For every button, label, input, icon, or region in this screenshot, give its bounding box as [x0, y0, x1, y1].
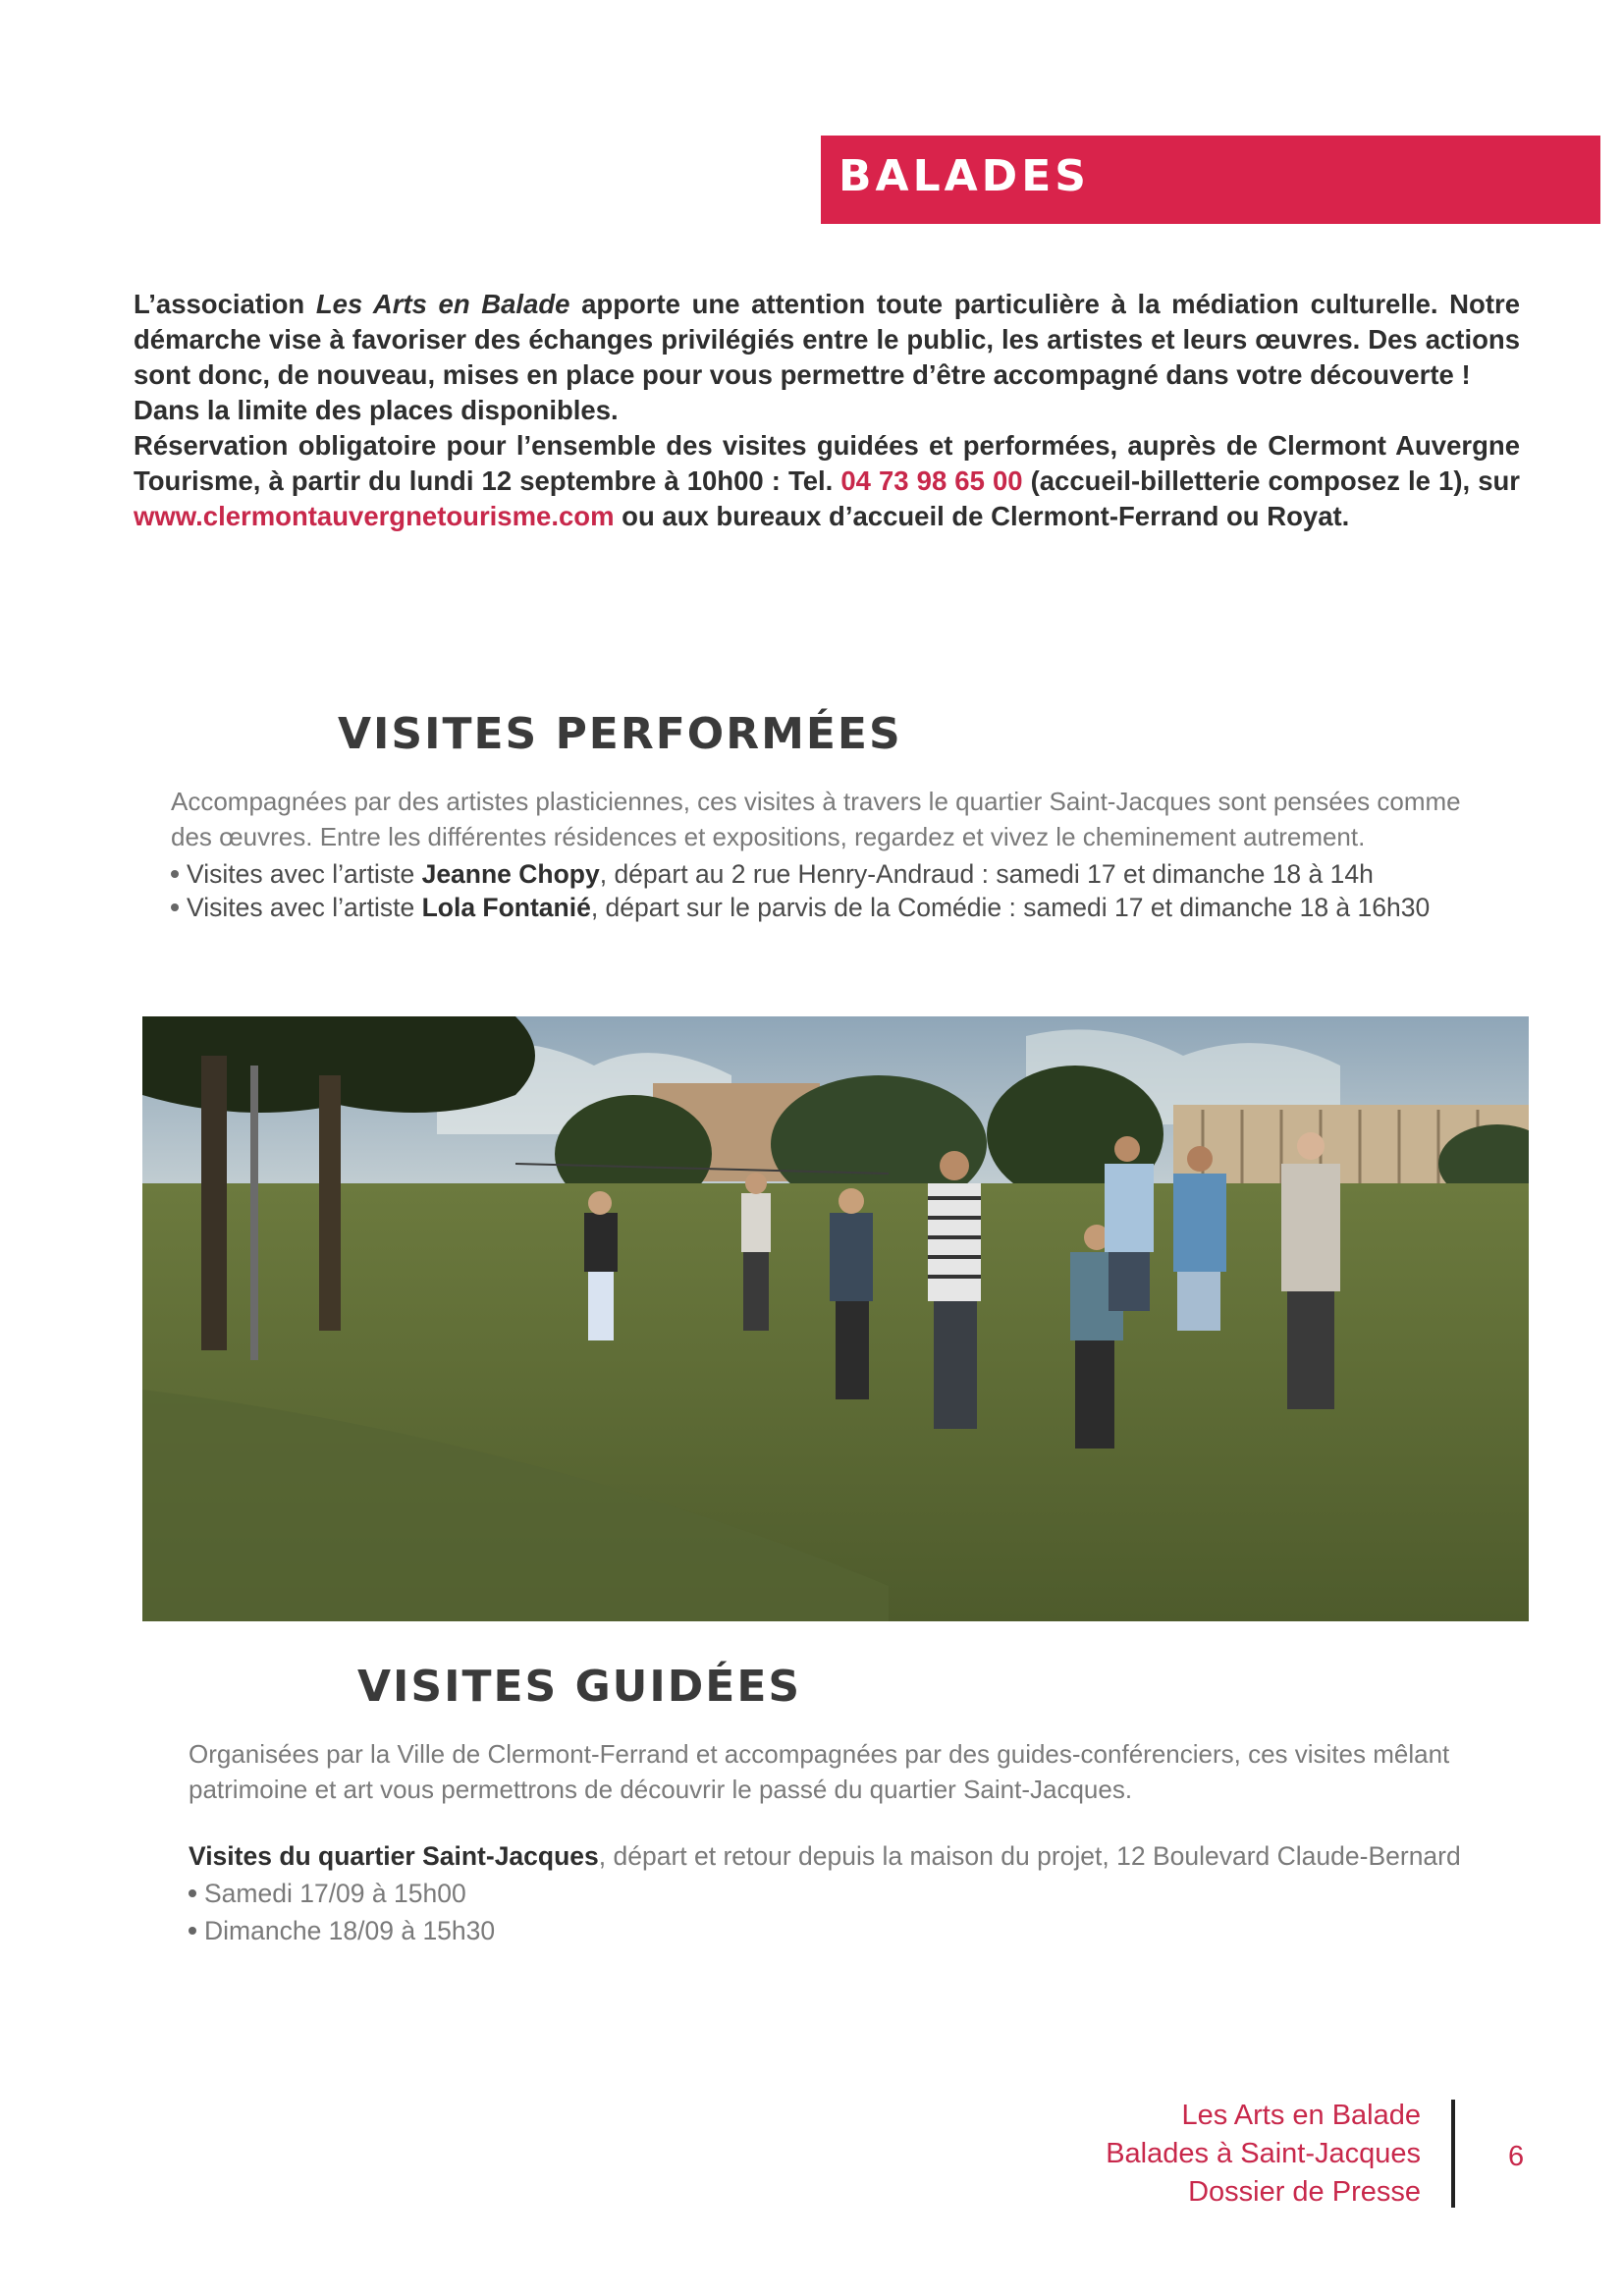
- section-banner: [821, 136, 1600, 224]
- phone-number[interactable]: 04 73 98 65 00: [840, 465, 1023, 496]
- guidees-description: Organisées par la Ville de Clermont-Ferrand et accompagnées par des guides-conférenciers, ces visites mêlant patrimoine et art vous permettrons de découvrir le passé du quartier Saint-Jacques.: [189, 1739, 1450, 1804]
- artist-name: Lola Fontanié: [421, 893, 591, 922]
- intro-text: [134, 287, 1520, 534]
- footer-line: Dossier de Presse: [1188, 2176, 1421, 2208]
- tour-name: Visites du quartier Saint-Jacques: [189, 1841, 599, 1871]
- list-item: Dimanche 18/09 à 15h30: [189, 1913, 495, 1948]
- list-item: Samedi 17/09 à 15h00: [189, 1876, 466, 1911]
- banner-title: BALADES: [839, 151, 1090, 201]
- bullet-icon: [189, 1927, 196, 1935]
- list-item: Visites avec l’artiste Lola Fontanié, départ sur le parvis de la Comédie : samedi 17 et dimanche 18 à 16h30: [171, 890, 1430, 925]
- footer-title: [1106, 2097, 1421, 2212]
- section-title-guidees: VISITES GUIDÉES: [357, 1662, 802, 1712]
- tour-line: Visites du quartier Saint-Jacques, départ et retour depuis la maison du projet, 12 Boulevard Claude-Bernard: [189, 1841, 1461, 1871]
- intro-paragraph-3: Réservation obligatoire pour l’ensemble des visites guidées et performées, auprès de Clermont Auvergne Tourisme, à partir du lundi 12 septembre à 10h00 : Tel. 04 73 98 65 00 (accueil-billetterie composez le 1), sur www.clermontauvergnetourisme.com ou aux bureaux d’accueil de Clermont-Ferrand ou Royat.: [134, 430, 1520, 531]
- performees-description: Accompagnées par des artistes plasticiennes, ces visites à travers le quartier Saint-Jacques sont pensées comme des œuvres. Entre les différentes résidences et expositions, regardez et vivez le cheminement autrement.: [171, 787, 1461, 851]
- intro-paragraph-1: L’association Les Arts en Balade apporte une attention toute particulière à la médiation culturelle. Notre démarche vise à favoriser des échanges privilégiés entre le public, les artistes et leurs œuvres. Des actions sont donc, de nouveau, mises en place pour vous permettre d’être accompagné dans votre découverte !: [134, 289, 1520, 390]
- list-item: Visites avec l’artiste Jeanne Chopy, départ au 2 rue Henry-Andraud : samedi 17 et dimanche 18 à 14h: [171, 856, 1374, 892]
- bullet-icon: [171, 903, 179, 911]
- association-name: Les Arts en Balade: [315, 289, 570, 319]
- bullet-icon: [171, 870, 179, 878]
- footer-divider: [1451, 2100, 1455, 2208]
- section-title-performees: VISITES PERFORMÉES: [338, 709, 902, 759]
- group-walking-photo: [142, 1016, 1529, 1621]
- footer-line: Balades à Saint-Jacques: [1106, 2138, 1421, 2169]
- bullet-icon: [189, 1889, 196, 1897]
- footer-line: Les Arts en Balade: [1181, 2100, 1421, 2131]
- artist-name: Jeanne Chopy: [421, 859, 600, 889]
- website-link[interactable]: www.clermontauvergnetourisme.com: [134, 501, 615, 531]
- intro-paragraph-2: Dans la limite des places disponibles.: [134, 395, 619, 425]
- page-number: 6: [1508, 2141, 1525, 2172]
